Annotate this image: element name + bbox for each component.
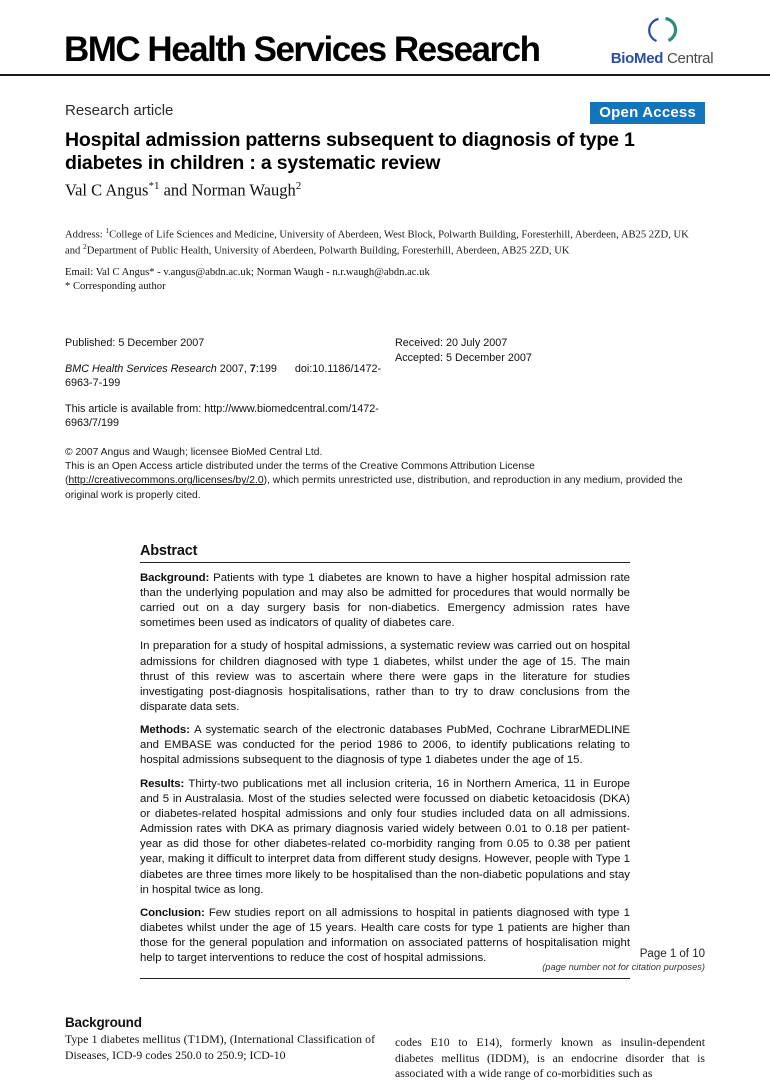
article-title: Hospital admission patterns subsequent to diagnosis of type 1 diabetes in children : a systematic review — [65, 129, 635, 174]
article-type-row — [65, 102, 705, 124]
background-heading: Background — [65, 1015, 142, 1031]
copyright-line: © 2007 Angus and Waugh; licensee BioMed Central Ltd. — [65, 446, 323, 458]
citation-volume: 7 — [249, 362, 256, 375]
body-right-column — [395, 1015, 705, 1080]
abstract-paragraph-methods — [140, 723, 630, 768]
authors-line — [65, 180, 705, 201]
published-date: Published: 5 December 2007 — [65, 337, 205, 350]
journal-masthead-title: BMC Health Services Research — [64, 30, 540, 69]
address-block — [65, 226, 705, 259]
copyright-block — [65, 446, 705, 503]
affiliation-2: Department of Public Health, University of Aberdeen, Polwarth Building, Foresterhill, Aberdeen, AB25 2ZD, UK — [86, 245, 570, 257]
abstract-label-background: Background: — [140, 571, 214, 584]
creative-commons-link[interactable]: http://creativecommons.org/licenses/by/2.0 — [68, 475, 264, 487]
citation-pages: :199 — [255, 362, 277, 375]
biomed-logo-text — [602, 50, 722, 67]
publication-dates — [65, 336, 705, 431]
license-text-post: ), which permits unrestricted use, distribution, and reproduction in any medium, provided the original work is properly cited. — [65, 475, 683, 501]
biomed-logo-icon — [640, 14, 684, 50]
publication-right-column — [395, 336, 532, 431]
abstract-text-conclusion: Few studies report on all admissions to hospital in patients diagnosed with type 1 diabetes whilst under the age of 15 years. Health care costs for type 1 patients are higher than those for the general population and information on associated patterns of hospitalisation might help to target interventions to reduce the cost of hospital admissions. — [140, 906, 630, 965]
citation-doi: doi:10.1186/1472-6963-7-199 — [65, 362, 382, 390]
publication-left-column — [65, 336, 395, 431]
citation-journal: BMC Health Services Research — [65, 362, 217, 375]
logo-central-word: Central — [663, 50, 714, 67]
affiliation-2-sup: 2 — [82, 241, 87, 251]
biomed-central-logo — [602, 14, 722, 67]
author-1-affiliation-marks: *1 — [148, 180, 160, 192]
page-footer — [542, 948, 705, 972]
abstract-label-methods: Methods: — [140, 724, 195, 737]
background-text-right: codes E10 to E14), formerly known as insulin-dependent diabetes mellitus (IDDM), is an endocrine disorder that is associated with a wide range of co-morbidities such as — [395, 1035, 705, 1080]
author-2-affiliation-marks: 2 — [295, 180, 302, 192]
abstract-label-results: Results: — [140, 777, 189, 790]
abstract-paragraph-preparation — [140, 639, 630, 715]
accepted-date: Accepted: 5 December 2007 — [395, 351, 532, 364]
masthead — [0, 0, 770, 76]
abstract-paragraph-results — [140, 777, 630, 898]
availability-line — [65, 402, 395, 431]
citation-note: (page number not for citation purposes) — [542, 962, 705, 972]
author-1: Val C Angus — [65, 180, 149, 200]
license-text-pre: This is an Open Access article distributed under the terms of the Creative Commons Attribution License ( — [65, 461, 535, 487]
abstract-section — [140, 543, 630, 980]
article-url-link[interactable]: http://www.biomedcentral.com/1472-6963/7/199 — [65, 402, 379, 430]
affiliation-1: College of Life Sciences and Medicine, University of Aberdeen, West Block, Polwarth Building, Foresterhill, Aberdeen, AB25 2ZD, UK and — [65, 229, 689, 257]
received-date: Received: 20 July 2007 — [395, 337, 508, 350]
page-number: Page 1 of 10 — [639, 948, 705, 960]
abstract-text-2: In preparation for a study of hospital admissions, a systematic review was carried out on hospital admissions for children diagnosed with type 1 diabetes, whilst under the age of 15. The main thrust of this review was to ascertain where there were gaps in the literature for studies investigating post-diagnosis hospitalisations, rather than to try to draw conclusions from the disparate data sets. — [140, 640, 630, 713]
citation-year: 2007, — [216, 362, 250, 375]
author-2: Norman Waugh — [191, 180, 296, 200]
corresponding-author-note: * Corresponding author — [65, 281, 166, 293]
abstract-label-conclusion: Conclusion: — [140, 906, 209, 919]
authors-connector: and — [159, 180, 192, 200]
article-content — [0, 102, 770, 1081]
open-access-badge: Open Access — [590, 102, 705, 124]
logo-biomed-word: BioMed — [610, 50, 664, 67]
background-text-left: Type 1 diabetes mellitus (T1DM), (International Classification of Diseases, ICD-9 codes 250.0 to 250.9; ICD-10 — [65, 1032, 375, 1062]
abstract-text-results: Thirty-two publications met all inclusion criteria, 16 in Northern America, 11 in Europe and 5 in Australasia. Most of the studies selected were focussed on diabetic ketoacidosis (DKA) or diabetes-related hospital admissions and only four studies included data on all admissions. Admission rates with DKA as primary diagnosis varied widely between 0.01 to 0.18 per patient-year as did those for other diabetes-related co-morbidity ranging from 0.05 to 0.38 per patient year, making it difficult to interpret data from different study designs. However, people with Type 1 diabetes are three times more likely to be hospitalised than the non-diabetic populations and stay in hospital twice as long. — [140, 777, 630, 896]
email-line: Email: Val C Angus* - v.angus@abdn.ac.uk; Norman Waugh - n.r.waugh@abdn.ac.uk — [65, 267, 430, 279]
abstract-paragraph-background — [140, 571, 630, 632]
abstract-text-background: Patients with type 1 diabetes are known to have a higher hospital admission rate than the underlying population and may also be admitted for procedures that would normally be carried out on a day surgery basis for non-diabetics. Emergency admission rates have sometimes been used as indicators of quality of diabetes care. — [140, 571, 630, 630]
citation-line — [65, 362, 395, 391]
address-label: Address: — [65, 229, 106, 241]
license-line — [65, 460, 705, 503]
body-two-column-section — [65, 1015, 705, 1080]
abstract-bottom-rule — [140, 978, 630, 979]
body-left-column — [65, 1015, 375, 1080]
availability-label: This article is available from: — [65, 402, 205, 415]
abstract-text-methods: A systematic search of the electronic databases PubMed, Cochrane LibrarMEDLINE and EMBASE was conducted for the period 1986 to 2006, to identify publications relating to hospital admissions subsequent to the diagnosis of type 1 diabetes under the age of 15. — [140, 724, 631, 767]
abstract-heading: Abstract — [140, 543, 630, 563]
article-type-label: Research article — [65, 102, 174, 119]
affiliation-1-sup: 1 — [105, 225, 110, 235]
